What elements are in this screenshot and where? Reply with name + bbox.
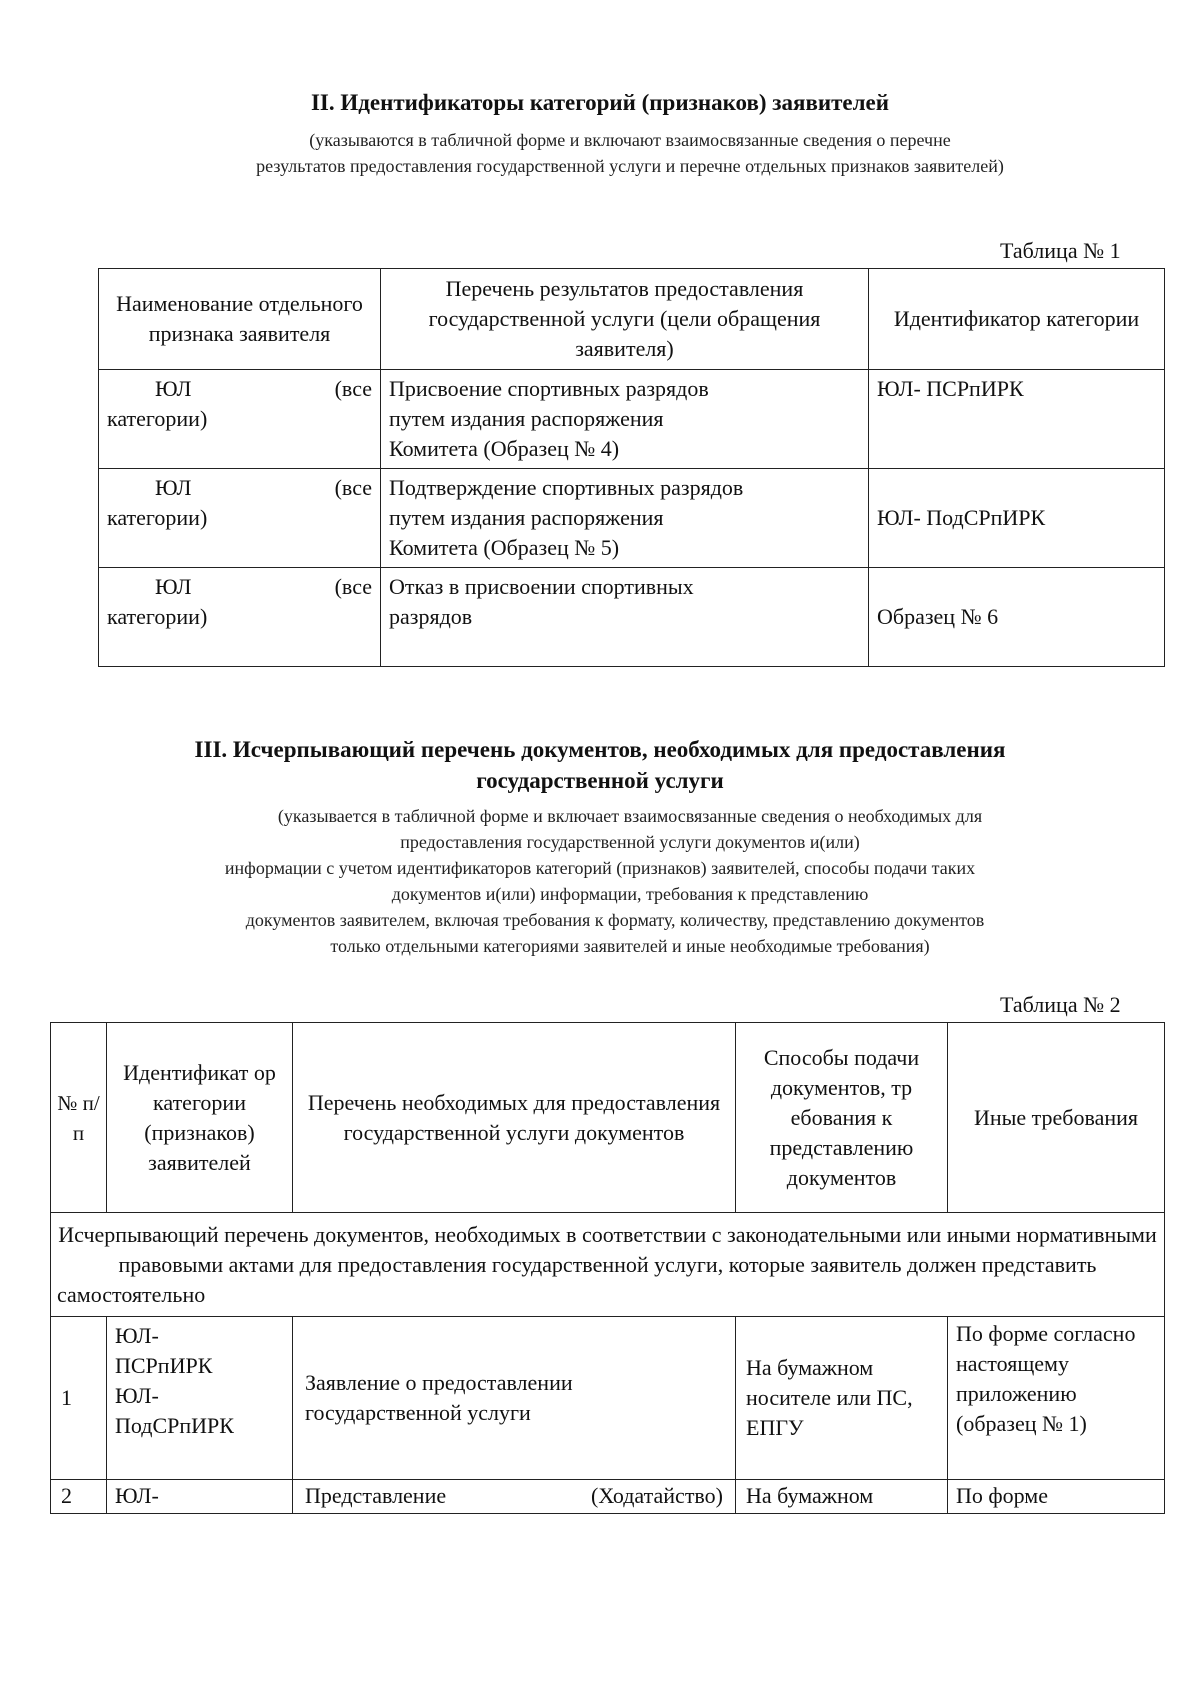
identifier-line: ЮЛ- bbox=[115, 1323, 159, 1348]
attribute-text: категории) bbox=[107, 505, 208, 530]
table-1-row-3-identifier: Образец № 6 bbox=[869, 568, 1165, 667]
attribute-text: категории) bbox=[107, 406, 208, 431]
table-1-caption: Таблица № 1 bbox=[1000, 238, 1121, 263]
table-2-row-2-other: По форме bbox=[948, 1480, 1165, 1514]
table-1-row-1 bbox=[99, 370, 1165, 469]
table-2-row-2-number: 2 bbox=[51, 1480, 107, 1514]
table-1-row-2 bbox=[99, 469, 1165, 568]
table-1-row-3-result bbox=[381, 568, 869, 667]
attribute-text: категории) bbox=[107, 604, 208, 629]
table-2-row-1-number: 1 bbox=[51, 1317, 107, 1480]
result-line: путем издания распоряжения bbox=[389, 406, 664, 431]
table-2-span-text: Исчерпывающий перечень документов, необходимых в соответствии с законодательными или иными нормативными правовыми актами для предоставления государственной услуги, которые заявитель должен представить самостоятельно bbox=[51, 1213, 1165, 1317]
section-3-subtitle-line-6: только отдельными категориями заявителей и иные необходимые требования) bbox=[330, 936, 930, 956]
table-2-header-methods: Способы подачи документов, тр ебования к представлению документов bbox=[736, 1023, 948, 1213]
table-1-header-attribute: Наименование отдельного признака заявителя bbox=[99, 269, 381, 370]
identifier-line: ПСРпИРК bbox=[115, 1353, 213, 1378]
table-1-header-identifier: Идентификатор категории bbox=[869, 269, 1165, 370]
section-3-subtitle-line-4: документов и(или) информации, требования к представлению bbox=[391, 884, 869, 904]
section-2-subtitle-line-2: результатов предоставления государственной услуги и перечне отдельных признаков заявителей) bbox=[256, 156, 1004, 176]
table-2 bbox=[50, 1022, 1165, 1514]
section-3-subtitle-line-1: (указывается в табличной форме и включает взаимосвязанные сведения о необходимых для bbox=[277, 806, 983, 826]
result-line: Комитета (Образец № 5) bbox=[389, 535, 620, 560]
table-1-row-1-attribute bbox=[99, 370, 381, 469]
section-2-subtitle-line-1: (указываются в табличной форме и включают взаимосвязанные сведения о перечне bbox=[309, 130, 951, 150]
table-1-row-1-result bbox=[381, 370, 869, 469]
table-1-row-2-identifier: ЮЛ- ПодСРпИРК bbox=[869, 469, 1165, 568]
result-line: разрядов bbox=[389, 604, 473, 629]
table-2-row-2-identifier: ЮЛ- bbox=[107, 1480, 293, 1514]
attribute-text: (все bbox=[334, 574, 372, 599]
table-1-row-3-attribute bbox=[99, 568, 381, 667]
table-2-row-1-method: На бумажном носителе или ПС, ЕПГУ bbox=[736, 1317, 948, 1480]
document-text: (Ходатайство) bbox=[591, 1483, 723, 1508]
table-2-header-identifier: Идентификат ор категории (признаков) заявителей bbox=[107, 1023, 293, 1213]
table-2-row-1-identifier bbox=[107, 1317, 293, 1480]
table-2-row-2-method: На бумажном bbox=[736, 1480, 948, 1514]
table-2-header-other: Иные требования bbox=[948, 1023, 1165, 1213]
section-3-subtitle-line-5: документов заявителем, включая требования к формату, количеству, представлению документов bbox=[245, 910, 985, 930]
section-3-title-line-1: III. Исчерпывающий перечень документов, необходимых для предоставления bbox=[194, 737, 1006, 762]
attribute-text: ЮЛ bbox=[155, 475, 192, 500]
table-1-row-2-attribute bbox=[99, 469, 381, 568]
table-2-row-1-other: По форме согласно настоящему приложению (образец № 1) bbox=[948, 1317, 1165, 1480]
result-line bbox=[389, 374, 860, 404]
table-1-header-row bbox=[99, 269, 1165, 370]
identifier-line: ЮЛ- bbox=[115, 1383, 159, 1408]
attribute-text: ЮЛ bbox=[155, 376, 192, 401]
section-3-subtitle-line-3: информации с учетом идентификаторов категорий (признаков) заявителей, способы подачи таких bbox=[224, 858, 976, 878]
document-text: Представление bbox=[305, 1483, 447, 1508]
result-line: Отказ в присвоении спортивных bbox=[389, 574, 694, 599]
result-line: путем издания распоряжения bbox=[389, 505, 664, 530]
table-2-header-documents: Перечень необходимых для предоставления государственной услуги документов bbox=[293, 1023, 736, 1213]
table-1-row-2-result bbox=[381, 469, 869, 568]
attribute-text: (все bbox=[334, 376, 372, 401]
table-2-header-number: № п/ п bbox=[51, 1023, 107, 1213]
table-1-row-1-identifier: ЮЛ- ПСРпИРК bbox=[869, 370, 1165, 469]
result-line: Комитета (Образец № 4) bbox=[389, 436, 620, 461]
table-2-span-row bbox=[51, 1213, 1165, 1317]
table-2-row-1-document: Заявление о предоставлении государственной услуги bbox=[293, 1317, 736, 1480]
table-1-row-3 bbox=[99, 568, 1165, 667]
table-2-row-1 bbox=[51, 1317, 1165, 1480]
identifier-line: ПодСРпИРК bbox=[115, 1413, 234, 1438]
section-3-title-line-2: государственной услуги bbox=[476, 768, 724, 793]
attribute-text: (все bbox=[334, 475, 372, 500]
table-2-row-2-document bbox=[293, 1480, 736, 1514]
section-2-title: II. Идентификаторы категорий (признаков) заявителей bbox=[310, 90, 890, 115]
table-1-header-results: Перечень результатов предоставления государственной услуги (цели обращения заявителя) bbox=[381, 269, 869, 370]
table-2-caption: Таблица № 2 bbox=[1000, 992, 1121, 1017]
result-line-text: Присвоение спортивных разрядов bbox=[389, 376, 709, 401]
table-2-header-row bbox=[51, 1023, 1165, 1213]
table-2-row-2 bbox=[51, 1480, 1165, 1514]
section-3-subtitle-line-2: предоставления государственной услуги документов и(или) bbox=[400, 832, 860, 852]
result-line: Подтверждение спортивных разрядов bbox=[389, 475, 744, 500]
table-1 bbox=[98, 268, 1165, 667]
attribute-text: ЮЛ bbox=[155, 574, 192, 599]
